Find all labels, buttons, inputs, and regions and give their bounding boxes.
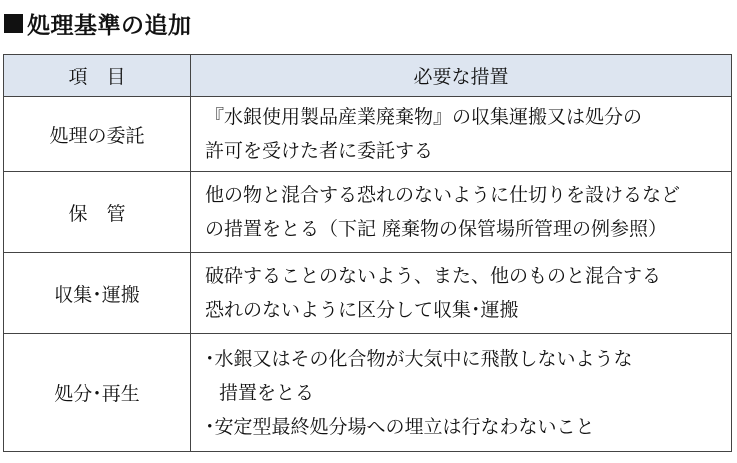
table-header-row [4,55,732,97]
row-item-label: 処理の委託 [4,97,191,172]
measure-line: 許可を受けた者に委託する [205,140,434,162]
column-header-item: 項 目 [4,55,191,97]
table-row [4,172,732,253]
square-bullet-icon [4,14,23,33]
measure-line: 措置をとる [219,381,315,404]
measure-line: 破砕することのないよう、また、他のものと混合する [205,265,662,287]
column-header-measure: 必要な措置 [191,55,732,97]
measure-line: ･安定型最終処分場への埋立は行なわないこと [205,415,595,438]
row-measure-text [191,334,732,452]
measure-line: 恐れのないように区分して収集･運搬 [205,299,519,321]
disposal-standards-table [3,54,732,452]
row-measure-text [191,97,732,172]
measure-line: 他の物と混合する恐れのないように仕切りを設けるなど [205,184,681,206]
row-measure-text [191,172,732,253]
table-row [4,97,732,172]
table-row [4,334,732,452]
row-measure-text [191,253,732,334]
row-item-label: 収集･運搬 [4,253,191,334]
row-item-label: 処分･再生 [4,334,191,452]
measure-line: 『水銀使用製品産業廃棄物』の収集運搬又は処分の [205,106,643,128]
row-item-label: 保 管 [4,172,191,253]
page-title [4,3,192,43]
page-title-text: 処理基準の追加 [27,12,192,39]
measure-line: ･水銀又はその化合物が大気中に飛散しないような [205,347,633,370]
table-row [4,253,732,334]
measure-line: の措置をとる（下記 廃棄物の保管場所管理の例参照） [205,218,668,240]
